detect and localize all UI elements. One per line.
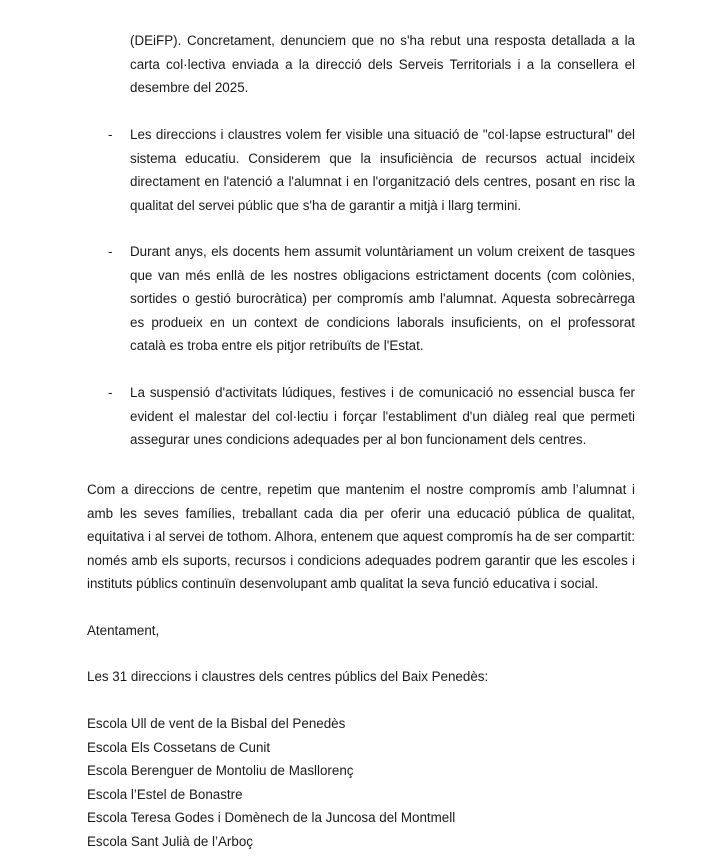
school-name: Escola Ull de vent de la Bisbal del Penedès <box>87 716 346 731</box>
school-list <box>87 712 647 853</box>
bullet-marker: - <box>108 244 113 259</box>
bullet-marker: - <box>108 385 113 400</box>
bullet-item <box>108 240 635 358</box>
school-name: Escola l’Estel de Bonastre <box>87 786 243 802</box>
bullet-text: Durant anys, els docents hem assumit voluntàriament un volum creixent de tasques que van més enllà de les nostres obligacions estrictament docents (com colònies, sortides o gestió burocràtica) per compromís amb l'alumnat. Aquesta sobrecàrrega es produeix en un context de condicions laborals insuficients, on el professorat català es troba entre els pitjor retribuïts de l'Estat. <box>130 244 635 353</box>
continuation-paragraph: (DEiFP). Concretament, denunciem que no s'ha rebut una resposta detallada a la carta col·lectiva enviada a la direcció dels Serveis Territorials i a la consellera el desembre del 2025. <box>130 33 635 95</box>
school-name: Escola Els Cossetans de Cunit <box>87 739 271 755</box>
bullet-text: Les direccions i claustres volem fer visible una situació de "col·lapse estructural" del sistema educatiu. Considerem que la insuficiència de recursos actual incideix directament en l'atenció a l'alumnat i en l'organització dels centres, posant en risc la qualitat del servei públic que s'ha de garantir a mitjà i llarg termini. <box>130 127 635 213</box>
school-name: Escola Berenguer de Montoliu de Masllorenç <box>87 763 354 778</box>
school-name: Escola Sant Julià de l’Arboç <box>87 833 253 849</box>
school-name: Escola Teresa Godes i Domènech de la Juncosa del Montmell <box>87 810 456 825</box>
bullet-item <box>108 381 635 452</box>
closing-paragraph: Com a direccions de centre, repetim que mantenim el nostre compromís amb l’alumnat i amb les seves famílies, treballant cada dia per oferir una educació pública de qualitat, equitativa i al servei de tothom. Alhora, entenem que aquest compromís ha de ser compartit: només amb els suports, recursos i condicions adequades podrem garantir que les escoles i instituts públics continuïn desenvolupant amb qualitat la seva funció educativa i social. <box>87 482 635 591</box>
salutation: Atentament, <box>87 623 160 638</box>
bullet-marker: - <box>108 127 113 142</box>
bullet-item <box>108 123 635 217</box>
bullet-text: La suspensió d'activitats lúdiques, festives i de comunicació no essencial busca fer evident el malestar del col·lectiu i forçar l'establiment d'un diàleg real que permeti assegurar unes condicions adequades per al bon funcionament dels centres. <box>130 385 635 447</box>
signatories-intro: Les 31 direccions i claustres dels centres públics del Baix Penedès: <box>87 669 489 684</box>
